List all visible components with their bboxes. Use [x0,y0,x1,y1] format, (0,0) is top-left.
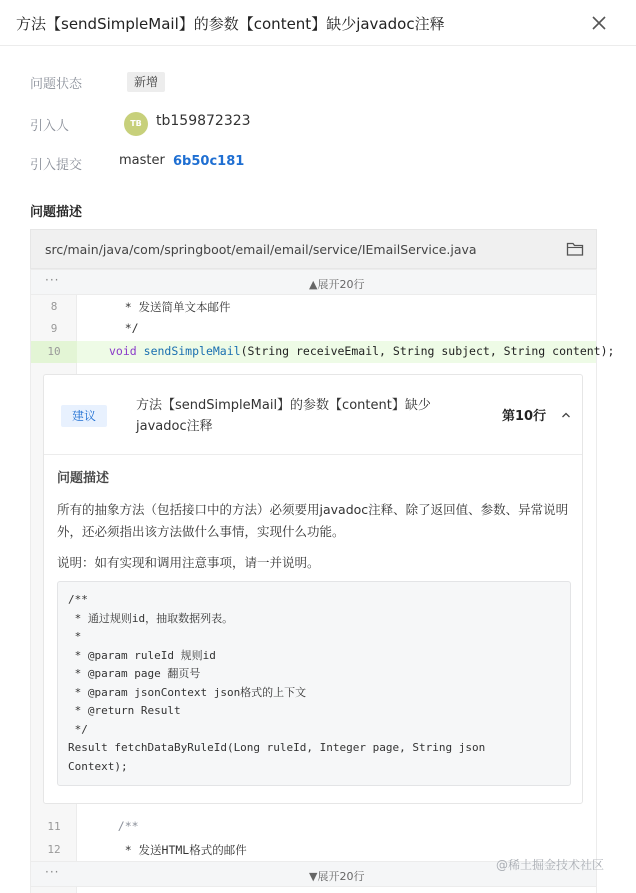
code-line: */ [97,321,139,335]
file-bar [30,229,597,269]
watermark: @稀土掘金技术社区 [496,858,605,872]
line-number: 10 [47,345,61,358]
commit-label: 引入提交 [30,158,83,173]
line-number: 9 [50,322,58,335]
method-params: (String receiveEmail, String subject, String content); [240,344,615,358]
method-name: sendSimpleMail [143,344,241,358]
example-code-block [57,581,571,786]
dialog-header [0,0,636,46]
issue-description: 所有的抽象方法（包括接口中的方法）必须要用javadoc注释、除了返回值、参数、异常说明外，还必须指出该方法做什么事情，实现什么功能。 [57,502,569,539]
code-line-highlight [109,344,614,358]
line-number: 8 [50,300,58,313]
issue-card [43,374,583,804]
introducer-name: tb159872323 [156,113,251,129]
code-line: /** [97,819,139,833]
branch-name: master [119,153,165,168]
line-number: 11 [47,820,61,833]
dialog-title: 方法【sendSimpleMail】的参数【content】缺少javadoc注释 [16,15,445,33]
avatar: TB [124,112,148,136]
keyword: void [109,344,137,358]
code-line: * 发送HTML格式的邮件 [97,843,247,857]
commit-link[interactable]: 6b50c181 [173,154,245,169]
issue-desc-title: 问题描述 [57,471,110,486]
ellipsis-icon: ··· [45,865,60,879]
issue-note: 说明：如有实现和调用注意事项，请一并说明。 [57,555,320,570]
expand-bottom-button[interactable]: ▼展开20行 [309,870,365,883]
file-path: src/main/java/com/springboot/email/email/service/IEmailService.java [45,242,477,257]
folder-icon[interactable] [566,241,584,257]
section-title: 问题描述 [30,205,83,220]
expand-top-bar[interactable] [31,269,596,295]
expand-top-button[interactable]: ▲展开20行 [309,278,365,291]
close-icon[interactable] [588,12,610,34]
code-line: * 发送简单文本邮件 [97,300,231,314]
status-label: 问题状态 [30,77,83,92]
issue-line-number: 第10行 [502,409,547,424]
issue-card-header[interactable] [44,375,582,455]
chevron-up-icon[interactable] [561,411,571,419]
suggestion-tag: 建议 [61,405,107,427]
ellipsis-icon: ··· [45,273,60,287]
issue-title: 方法【sendSimpleMail】的参数【content】缺少javadoc注释 [136,398,431,434]
status-badge: 新增 [127,72,165,92]
introducer-label: 引入人 [30,119,70,134]
example-code: /** * 通过规则id，抽取数据列表。 * * @param ruleId 规则id * @param page 翻页号 * @param jsonContext json格式的上下文 * @return Result */ Result fetchDataByRuleId(Long ruleId, Integer page, String json Context); [68,593,486,773]
line-number: 12 [47,843,61,856]
